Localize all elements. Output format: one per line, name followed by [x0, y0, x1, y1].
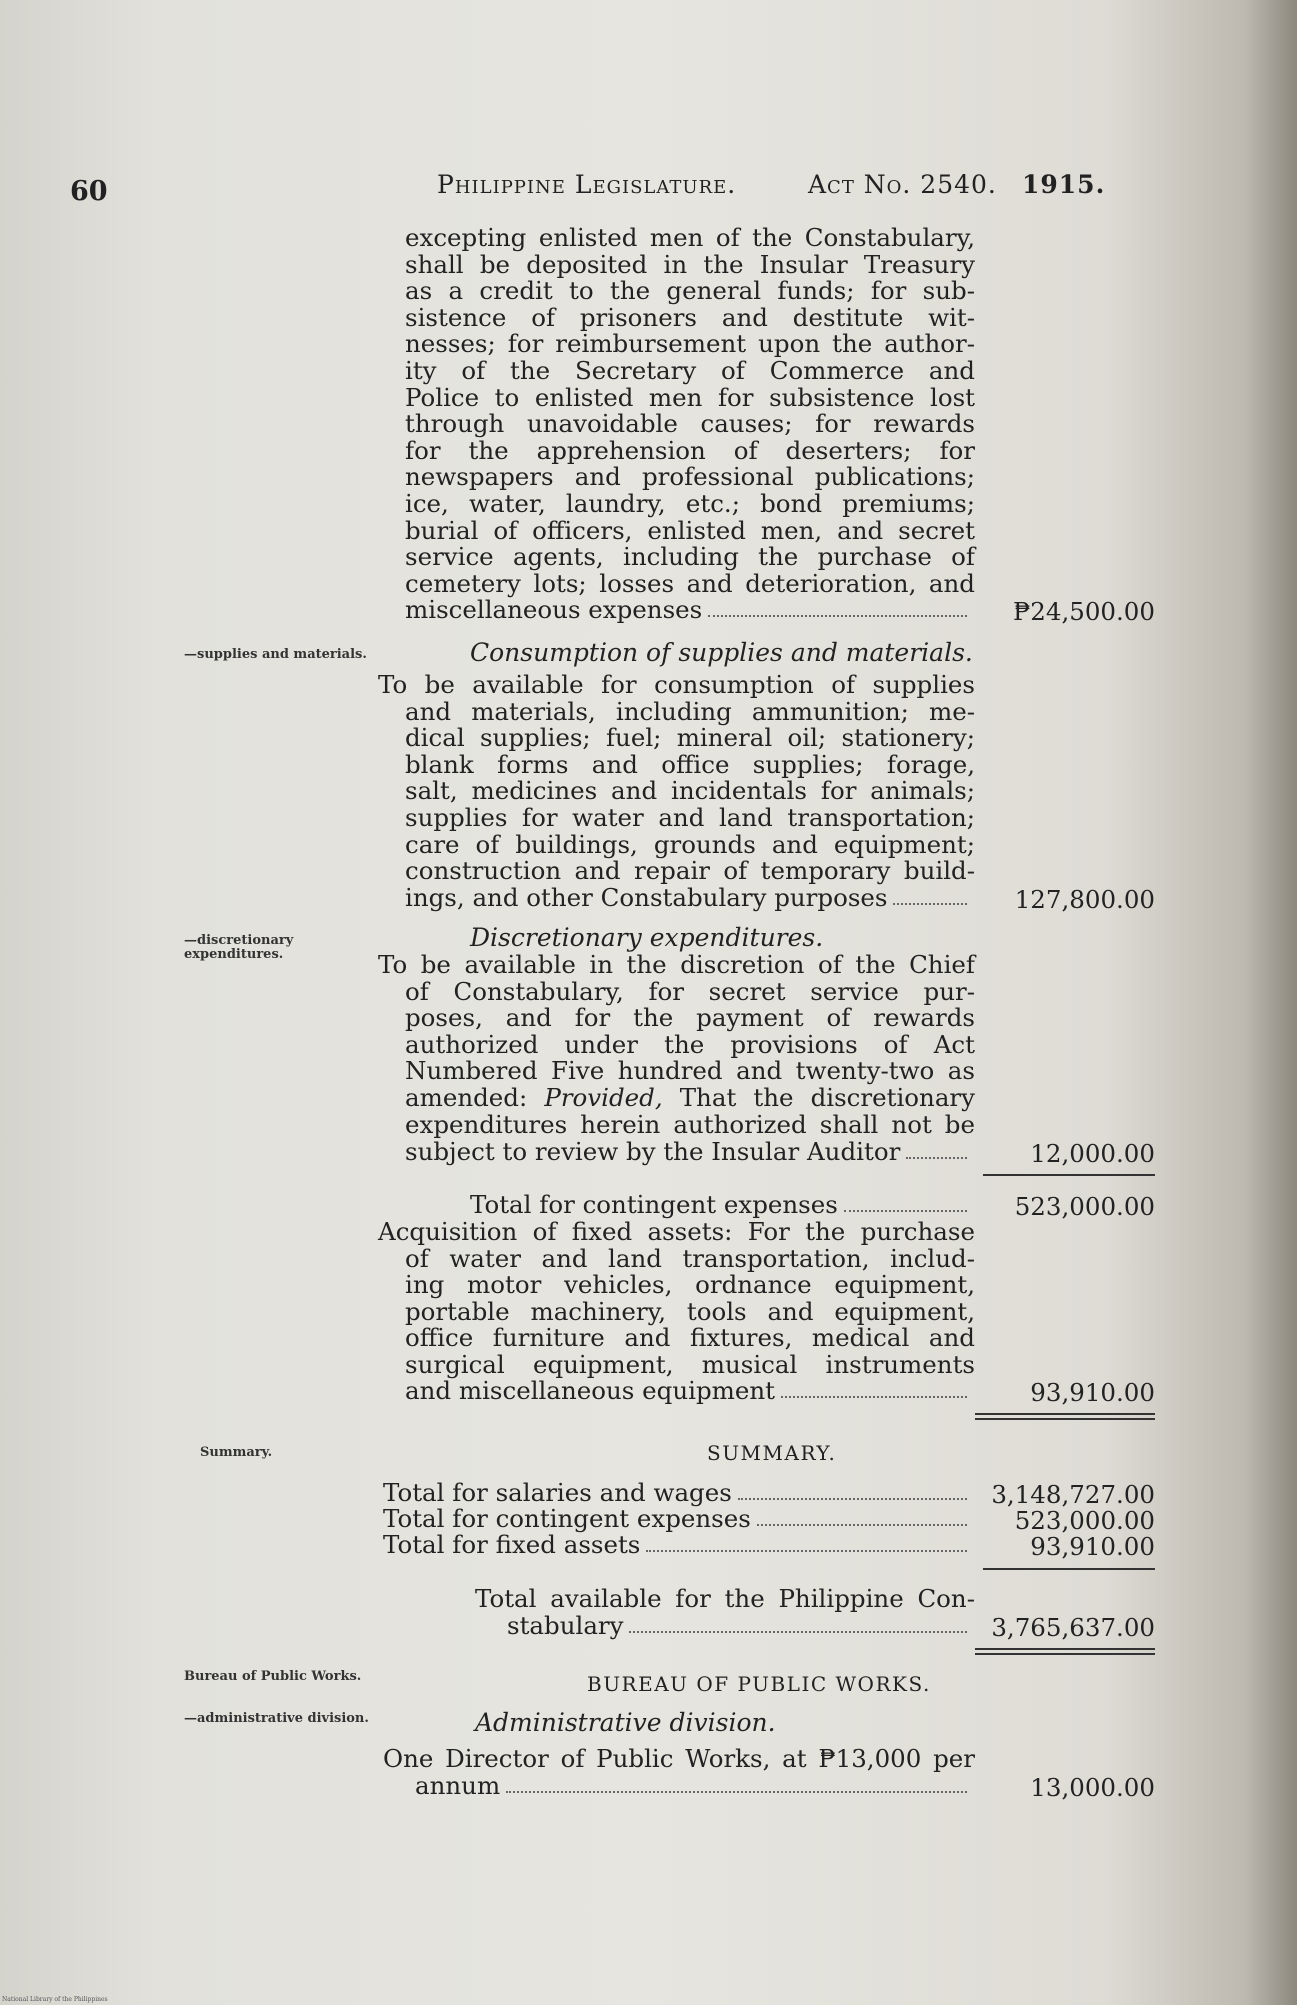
summary-total-label: stabulary	[507, 1611, 624, 1640]
text-line: supplies for water and land transportation;	[405, 802, 975, 832]
margin-note-summary: Summary.	[200, 1445, 273, 1460]
summary-label: Total for salaries and wages	[383, 1478, 732, 1507]
text-line: ice, water, laundry, etc.; bond premiums;	[405, 488, 975, 518]
amended-post-text: That the discretionary	[679, 1083, 975, 1112]
margin-note-discretionary: —discretionary expenditures.	[184, 933, 294, 962]
text-line: through unavoidable causes; for rewards	[405, 409, 975, 439]
text-line: ity of the Secretary of Commerce and	[405, 355, 975, 385]
fixed-assets-text-block	[378, 1219, 975, 1379]
margin-note-admin: —administrative division.	[184, 1711, 369, 1726]
leader-dots	[906, 1139, 967, 1159]
summary-amount: 3,148,727.00	[991, 1480, 1155, 1509]
rule-double	[975, 1648, 1155, 1655]
heading-supplies: Consumption of supplies and materials.	[470, 638, 973, 667]
text-line: as a credit to the general funds; for sub-	[405, 276, 975, 306]
heading-summary: SUMMARY.	[707, 1441, 837, 1465]
leader-dots	[646, 1532, 967, 1552]
rule-single	[983, 1568, 1155, 1570]
fixed-assets-last-line-text: and miscellaneous equipment	[405, 1376, 776, 1405]
leader-dots	[781, 1378, 967, 1398]
fixed-assets-last-line	[405, 1378, 975, 1405]
text-line: office furniture and fixtures, medical and	[405, 1323, 975, 1353]
rule-double	[975, 1413, 1155, 1420]
page-number: 60	[70, 176, 108, 207]
leader-dots	[738, 1480, 967, 1500]
discretionary-text-block	[378, 952, 975, 1085]
text-line: construction and repair of temporary build-	[405, 856, 975, 886]
text-line: surgical equipment, musical instruments	[405, 1349, 975, 1379]
summary-label: Total for contingent expenses	[383, 1504, 751, 1533]
footer-credit: National Library of the Philippines	[2, 1996, 108, 2003]
text-line: burial of officers, enlisted men, and secret	[405, 515, 975, 545]
text-line: and materials, including ammunition; me-	[405, 696, 975, 726]
text-line: for the apprehension of deserters; for	[405, 435, 975, 465]
text-line: Numbered Five hundred and twenty-two as	[405, 1056, 975, 1086]
discretionary-line7: expenditures herein authorized shall not be	[405, 1110, 975, 1139]
text-line: newspapers and professional publications;	[405, 462, 975, 492]
text-line: excepting enlisted men of the Constabulary,	[405, 223, 975, 252]
text-line: poses, and for the payment of rewards	[405, 1003, 975, 1033]
margin-note-public-works: Bureau of Public Works.	[184, 1669, 362, 1684]
text-line: authorized under the provisions of Act	[405, 1029, 975, 1059]
text-line: To be available in the discretion of the Chief	[378, 950, 975, 979]
leader-dots	[844, 1192, 967, 1212]
provided-italic: Provided,	[544, 1083, 663, 1112]
text-line: service agents, including the purchase of	[405, 542, 975, 572]
leader-dots	[708, 597, 967, 617]
text-line: sistence of prisoners and destitute wit-	[405, 302, 975, 332]
text-line: portable machinery, tools and equipment,	[405, 1296, 975, 1326]
leader-dots	[757, 1506, 967, 1526]
amount-director: 13,000.00	[1030, 1773, 1155, 1802]
year: 1915.	[1022, 170, 1106, 199]
summary-row-fixed	[383, 1532, 975, 1559]
leader-dots	[629, 1613, 967, 1633]
summary-row-contingent	[383, 1506, 975, 1533]
text-line: cemetery lots; losses and deterioration, and	[405, 568, 975, 598]
text-line: ing motor vehicles, ordnance equipment,	[405, 1270, 975, 1300]
amended-text: amended:	[405, 1083, 528, 1112]
summary-label: Total for fixed assets	[383, 1530, 641, 1559]
contingent-total-line	[470, 1192, 975, 1219]
supplies-text-block	[378, 672, 975, 885]
text-line: Acquisition of fixed assets: For the purchase	[378, 1217, 975, 1246]
amount-fixed-assets: 93,910.00	[1030, 1378, 1155, 1407]
text-line: blank forms and office supplies; forage,	[405, 749, 975, 779]
leader-dots	[893, 885, 967, 905]
summary-total-line1: Total available for the Philippine Con-	[475, 1584, 975, 1613]
discretionary-last-line	[405, 1139, 975, 1166]
amount-contingent-total: 523,000.00	[1014, 1192, 1155, 1221]
director-line2	[415, 1773, 975, 1800]
contingent-total-label: Total for contingent expenses	[470, 1190, 838, 1219]
discretionary-last-line-text: subject to review by the Insular Auditor	[405, 1137, 901, 1166]
rule-single	[983, 1174, 1155, 1176]
summary-total-line2	[507, 1613, 975, 1640]
text-line: of water and land transportation, includ-	[405, 1243, 975, 1273]
amount-grand-total: 3,765,637.00	[991, 1613, 1155, 1642]
amount-supplies: 127,800.00	[1014, 885, 1155, 914]
text-line: To be available for consumption of supplies	[378, 670, 975, 699]
text-line: care of buildings, grounds and equipment;	[405, 829, 975, 859]
act-number: Act No. 2540.	[808, 170, 997, 199]
text-line: dical supplies; fuel; mineral oil; stationery;	[405, 723, 975, 753]
summary-amount: 523,000.00	[1014, 1506, 1155, 1535]
block1-last-line	[405, 597, 975, 624]
text-line: Police to enlisted men for subsistence lost	[405, 382, 975, 412]
margin-note-supplies: —supplies and materials.	[184, 647, 367, 662]
text-line: salt, medicines and incidentals for animals;	[405, 776, 975, 806]
contingent-text-block	[405, 225, 975, 597]
supplies-last-line	[405, 885, 975, 912]
supplies-last-line-text: ings, and other Constabulary purposes	[405, 883, 888, 912]
director-line1: One Director of Public Works, at ₱13,000 per	[383, 1744, 975, 1773]
running-title: Philippine Legislature.	[437, 170, 737, 199]
amount-discretionary: 12,000.00	[1030, 1139, 1155, 1168]
summary-amount: 93,910.00	[1030, 1532, 1155, 1561]
summary-row-salaries	[383, 1480, 975, 1507]
text-line: shall be deposited in the Insular Treasury	[405, 249, 975, 279]
heading-public-works: BUREAU OF PUBLIC WORKS.	[587, 1672, 931, 1696]
heading-admin: Administrative division.	[475, 1708, 776, 1737]
amount-subsistence: ₱24,500.00	[1013, 597, 1155, 626]
leader-dots	[506, 1773, 967, 1793]
text-line: of Constabulary, for secret service pur-	[405, 976, 975, 1006]
heading-discretionary: Discretionary expenditures.	[470, 923, 824, 952]
director-label: annum	[415, 1771, 501, 1800]
text-line: nesses; for reimbursement upon the author-	[405, 329, 975, 359]
discretionary-amended-line	[405, 1085, 975, 1112]
block1-last-line-text: miscellaneous expenses	[405, 595, 703, 624]
